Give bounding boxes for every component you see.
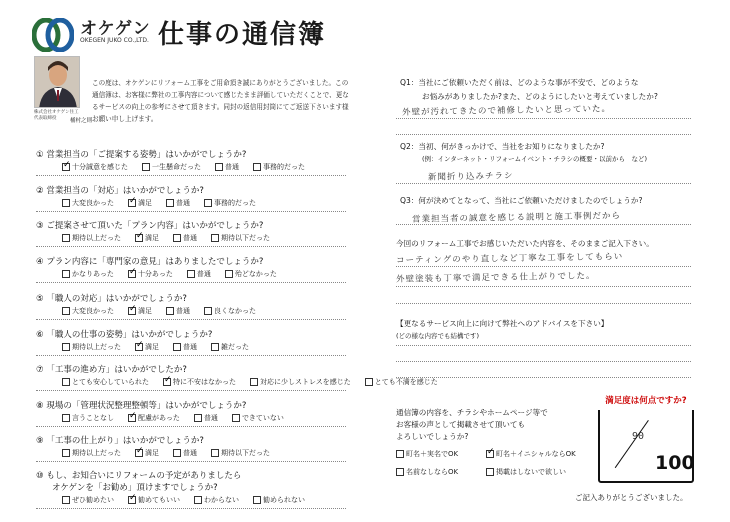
q10-option-4[interactable] [253, 495, 305, 505]
question-1-options [62, 162, 305, 172]
q7-option-3[interactable] [250, 377, 351, 387]
score-title: 満足度は何点ですか? [598, 393, 694, 410]
checkbox[interactable] [135, 449, 143, 457]
answer-q3: 営業担当者の誠意を感じる説明と施工事例だから [411, 211, 622, 225]
q2-example: (例：インターネット・リフォームイベント・チラシの概要・以前から など) [422, 155, 648, 163]
option-label: 勧めてもいい [138, 496, 180, 504]
checkbox[interactable] [142, 163, 150, 171]
q8-option-3[interactable] [194, 413, 218, 423]
option-label: 満足 [145, 449, 159, 457]
option-label: 満足 [145, 234, 159, 242]
q4-option-1[interactable] [62, 269, 114, 279]
q1-option-2[interactable] [142, 162, 201, 172]
q2-text: Q2：当初、何がきっかけで、当社をお知りになりましたか? [400, 142, 605, 151]
q1-text-2: お悩みがありましたか?また、どのようにしたいと考えていましたか? [422, 92, 658, 101]
checkbox[interactable] [128, 270, 136, 278]
q9-option-4[interactable] [211, 448, 270, 458]
checkbox[interactable] [173, 234, 181, 242]
q1-option-3[interactable] [215, 162, 239, 172]
publish-option-1[interactable]: 町名＋実名でOK [396, 449, 458, 459]
publish-q-1: 通信簿の内容を、チラシやホームページ等で [396, 408, 548, 417]
question-7: ⑦ 「工事の進め方」はいかがでしたか? [36, 365, 187, 375]
q9-option-1[interactable] [62, 448, 121, 458]
checkbox[interactable] [128, 199, 136, 207]
option-label: 大変良かった [72, 307, 114, 315]
question-3-options [62, 233, 270, 243]
q8-option-2[interactable] [128, 413, 180, 423]
q5-note: (どの様な内容でも結構です) [396, 332, 480, 340]
option-label: 普通 [183, 234, 197, 242]
option-label: 大変良かった [72, 199, 114, 207]
president-photo [34, 56, 80, 108]
company-brand: オケゲン [80, 19, 151, 39]
q5-option-1[interactable] [62, 306, 114, 316]
checkbox[interactable] [62, 414, 70, 422]
checkbox[interactable] [211, 343, 219, 351]
option-label: 期待以下だった [221, 234, 270, 242]
checkbox[interactable] [62, 496, 70, 504]
q3-option-4[interactable] [211, 233, 270, 243]
q1-option-1[interactable] [62, 162, 128, 172]
option-label: 期待以上だった [72, 234, 121, 242]
checkbox[interactable] [253, 163, 261, 171]
q4-option-4[interactable] [225, 269, 277, 279]
q5-option-3[interactable] [166, 306, 190, 316]
question-8: ⑧ 現場の「管理状況整理整頓等」はいかがでしょうか? [36, 401, 247, 411]
checkbox[interactable] [215, 163, 223, 171]
option-label: 言うことなし [72, 414, 114, 422]
q5-option-4[interactable] [204, 306, 256, 316]
q7-option-4[interactable] [365, 377, 438, 387]
option-label: 普通 [176, 307, 190, 315]
q2-option-2[interactable] [128, 198, 152, 208]
checkbox[interactable] [211, 234, 219, 242]
option-label: とても不満を感じた [374, 378, 438, 386]
q5-option-2[interactable] [128, 306, 152, 316]
option-label: 十分あった [137, 270, 173, 278]
checkbox[interactable] [173, 449, 181, 457]
option-label: 期待以上だった [72, 343, 121, 351]
checkbox[interactable] [225, 270, 233, 278]
question-9: ⑨ 「工事の仕上がり」はいかがでしょうか? [36, 436, 204, 446]
q2-option-3[interactable] [166, 198, 190, 208]
photo-caption: 株式会社オケゲン住工 [34, 110, 79, 115]
question-10: ⑩ もし、お知合いにリフォームの予定がありましたら [36, 471, 242, 481]
checkbox[interactable] [486, 450, 494, 458]
option-label: 特に不安はなかった [173, 378, 236, 386]
q6-option-3[interactable] [173, 342, 197, 352]
option-label: 期待以上だった [72, 449, 121, 457]
q8-option-4[interactable] [232, 413, 284, 423]
option-label: とても安心していられた [72, 378, 149, 386]
checkbox[interactable] [62, 163, 70, 171]
q6-option-1[interactable] [62, 342, 121, 352]
checkbox[interactable] [166, 307, 174, 315]
checkbox[interactable] [194, 496, 202, 504]
option-label: 配慮があった [138, 414, 180, 422]
checkbox[interactable] [62, 307, 70, 315]
q6-option-2[interactable] [135, 342, 159, 352]
checkbox[interactable] [62, 449, 70, 457]
score-value: 90 [632, 431, 645, 442]
option-label: 普通 [225, 163, 239, 171]
question-3: ③ ご提案させて頂いた「プラン内容」はいかがでしょうか? [36, 221, 264, 231]
question-8-options [62, 413, 284, 423]
checkbox[interactable] [232, 414, 240, 422]
answer-q2: 新聞折り込みチラシ [427, 171, 514, 183]
question-6: ⑥ 「職人の仕事の姿勢」はいかがでしょうか? [36, 330, 213, 340]
question-9-options [62, 448, 270, 458]
q3-option-3[interactable] [173, 233, 197, 243]
checkbox[interactable] [204, 307, 212, 315]
question-2: ② 営業担当の「対応」はいかがでしょうか? [36, 186, 204, 196]
option-label: 一生懸命だった [152, 163, 201, 171]
q3-option-2[interactable] [135, 233, 159, 243]
q8-option-1[interactable] [62, 413, 114, 423]
q3-text: Q3：何が決めてとなって、当社にご依頼いただけましたのでしょうか? [400, 196, 643, 205]
publish-option-3[interactable]: 名前なしならOK [396, 467, 458, 477]
q1-text: Q1：当社にご依頼いただく前は、どのような事が不安で、どのような [400, 78, 639, 87]
option-label: 満足 [145, 343, 159, 351]
checkbox[interactable] [62, 343, 70, 351]
publish-option-2[interactable]: ✓ 町名＋イニシャルならOK [486, 449, 576, 459]
question-4: ④ プラン内容に「専門家の意見」はありましたでしょうか? [36, 257, 264, 267]
question-6-options [62, 342, 249, 352]
option-label: 普通 [203, 414, 218, 422]
checkbox[interactable] [211, 449, 219, 457]
option-label: 普通 [183, 343, 197, 351]
checkbox[interactable] [62, 270, 70, 278]
q9-option-2[interactable] [135, 448, 159, 458]
option-label: 事務的だった [263, 163, 305, 171]
question-5: ⑤ 「職人の対応」はいかがでしょうか? [36, 294, 187, 304]
q2-option-1[interactable] [62, 198, 114, 208]
q2-option-4[interactable] [204, 198, 256, 208]
publish-q-2: お客様の声として掲載させて頂いても [396, 420, 526, 429]
option-label: 良くなかった [214, 307, 256, 315]
checkbox[interactable] [128, 414, 136, 422]
checkbox[interactable] [173, 343, 181, 351]
checkbox[interactable] [253, 496, 261, 504]
checkbox[interactable] [135, 343, 143, 351]
q10-option-2[interactable] [128, 495, 180, 505]
q4-text: 今回のリフォーム工事でお感じいただいた内容を、そのままご記入下さい。 [396, 239, 654, 248]
option-label: 満足 [138, 199, 152, 207]
q3-option-1[interactable] [62, 233, 121, 243]
option-label: ぜひ勧めたい [72, 496, 114, 504]
checkbox[interactable] [396, 450, 404, 458]
checkbox[interactable] [204, 199, 212, 207]
checkbox[interactable] [135, 234, 143, 242]
q4-option-3[interactable] [187, 269, 211, 279]
checkbox[interactable] [62, 234, 70, 242]
checkbox[interactable] [62, 199, 70, 207]
checkbox[interactable] [486, 468, 494, 476]
question-10-options [62, 495, 305, 505]
q10-option-3[interactable] [194, 495, 239, 505]
checkbox[interactable] [163, 378, 171, 386]
checkbox[interactable] [396, 468, 404, 476]
q1-option-4[interactable] [253, 162, 305, 172]
q9-option-3[interactable] [173, 448, 197, 458]
photo-caption-role: 代表取締役 [34, 116, 57, 121]
option-label: 期待以下だった [221, 449, 270, 457]
q4-option-2[interactable] [128, 269, 173, 279]
q7-option-1[interactable] [62, 377, 149, 387]
question-10-line2: オケゲンを「お勧め」頂けますでしょうか? [52, 483, 218, 493]
option-label: かなりあった [72, 270, 114, 278]
option-label: 雑だった [221, 343, 249, 351]
thanks-text: ご記入ありがとうございました。 [575, 493, 688, 502]
option-label: できていない [241, 414, 284, 422]
answer-q1: 外壁が汚れてきたので補修したいと思っていた。 [401, 104, 612, 118]
option-label: 満足 [138, 307, 152, 315]
score-max: 100 [655, 452, 695, 474]
q6-option-4[interactable] [211, 342, 249, 352]
checkbox[interactable] [194, 414, 202, 422]
option-label: 普通 [183, 449, 197, 457]
publish-q-3: よろしいでしょうか? [396, 432, 469, 441]
checkbox[interactable] [187, 270, 195, 278]
option-label: 勧められない [263, 496, 305, 504]
answer-q4-line1: コーティングのやり直しなど丁寧な工事をしてもらい [395, 252, 624, 266]
q7-option-2[interactable] [163, 377, 236, 387]
q5-text: 【更なるサービス向上に向けて弊社へのアドバイスを下さい】 [396, 319, 609, 328]
company-sub: OKEGEN JUKO CO.,LTD. [80, 37, 149, 44]
question-1: ① 営業担当の「ご提案する姿勢」はいかがでしょうか? [36, 150, 247, 160]
question-7-options [62, 377, 438, 387]
option-label: 普通 [176, 199, 190, 207]
checkbox[interactable] [62, 378, 70, 386]
q10-option-1[interactable] [62, 495, 114, 505]
checkbox[interactable] [365, 378, 373, 386]
intro-text: この度は、オケゲンにリフォーム工事をご用命頂き誠にありがとうございました。この通信簿は、お客様に弊社の工事内容について感じたまま評価していただくことで、更なるサービスの向上の参考にさせて頂きます。同封の返信用封筒にてご返送下さいます様お願い申し上げます。 [92, 79, 349, 123]
option-label: 対応に少しストレスを感じた [260, 378, 351, 386]
page-title: 仕事の通信簿 [158, 20, 327, 50]
publish-option-4[interactable]: 掲載はしないで欲しい [486, 467, 566, 477]
option-label: 事務的だった [214, 199, 256, 207]
checkbox[interactable] [250, 378, 258, 386]
option-label: わからない [204, 496, 239, 504]
checkbox[interactable] [128, 307, 136, 315]
option-label: 十分誠意を感じた [72, 163, 128, 171]
checkbox[interactable] [128, 496, 136, 504]
company-logo-icon [32, 18, 74, 52]
president-name: 桶村之則 [70, 118, 93, 124]
option-label: 殆どなかった [234, 270, 277, 278]
question-5-options [62, 306, 256, 316]
checkbox[interactable] [166, 199, 174, 207]
question-4-options [62, 269, 277, 279]
option-label: 普通 [196, 270, 211, 278]
question-2-options [62, 198, 256, 208]
answer-q4-line2: 外壁塗装も丁寧で満足できる仕上がりでした。 [395, 271, 596, 285]
